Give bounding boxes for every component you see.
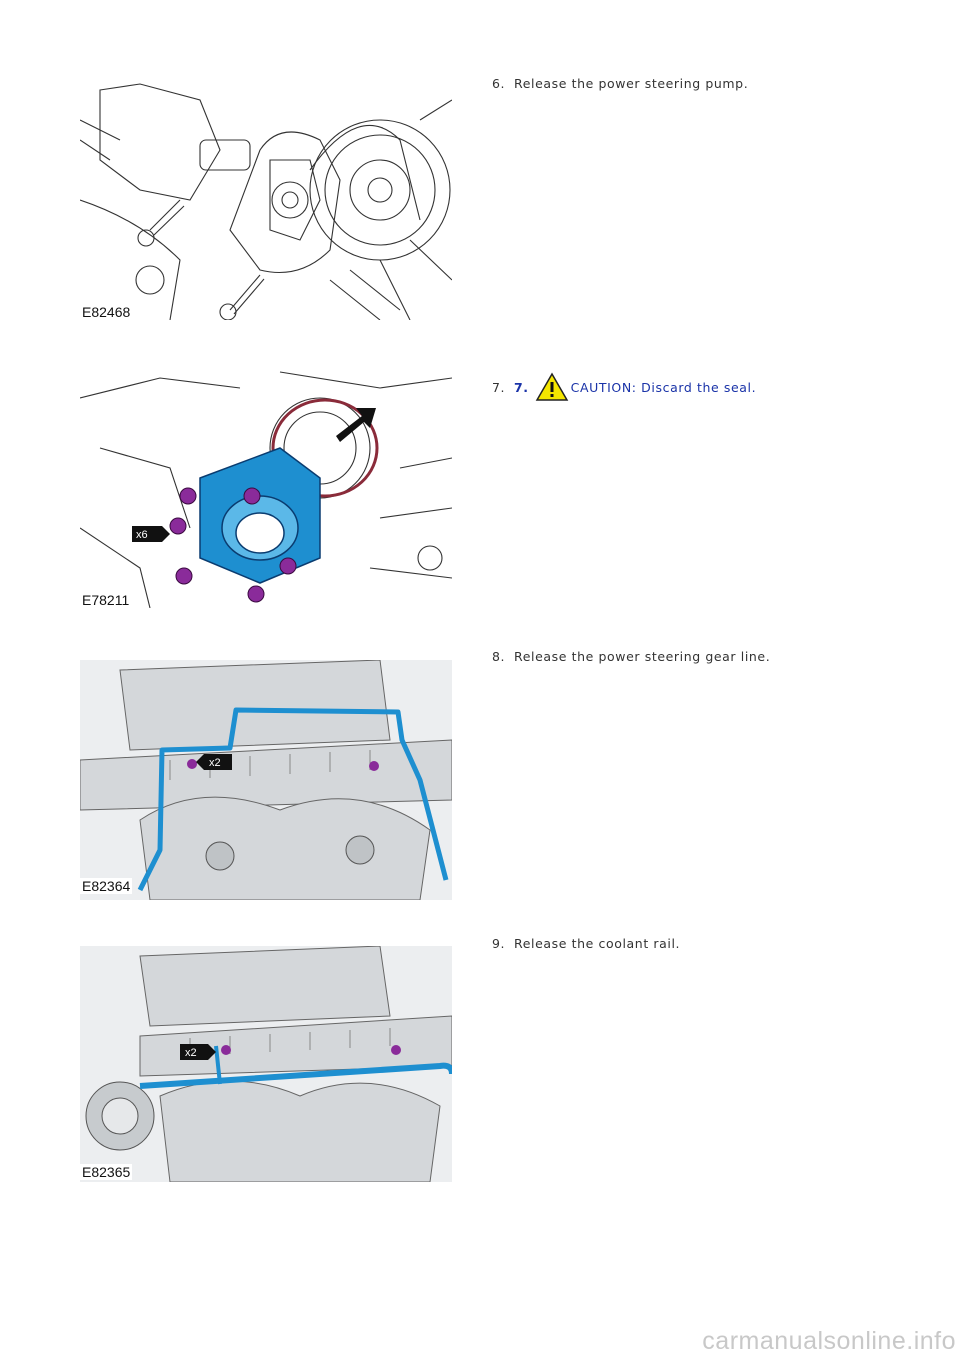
figure-code: E82468 — [82, 304, 131, 320]
figure-step-8 — [80, 660, 452, 900]
warning-triangle-icon — [535, 372, 569, 402]
callout-x2: x2 — [209, 757, 221, 769]
figure-code: E82364 — [82, 878, 131, 894]
figure-code: E78211 — [82, 592, 130, 608]
power-steering-pump-illustration — [80, 80, 452, 320]
figure-step-6 — [80, 80, 452, 320]
power-steering-gear-line-illustration — [80, 660, 452, 900]
callout-x6: x6 — [136, 529, 148, 541]
step-7 — [492, 372, 756, 402]
figure-step-9 — [80, 946, 452, 1182]
step-text: Release the power steering gear line. — [514, 649, 771, 664]
step-number: 7. — [492, 379, 506, 395]
step-number: 9. — [492, 936, 506, 951]
coolant-rail-illustration — [80, 946, 452, 1182]
step-8 — [492, 649, 770, 664]
step-number: 8. — [492, 649, 506, 664]
step-link[interactable]: 7. — [514, 379, 529, 395]
watermark: carmanualsonline.info — [702, 1327, 956, 1355]
figure-step-7 — [80, 368, 452, 608]
seal-housing-illustration — [80, 368, 452, 608]
step-text: Release the power steering pump. — [514, 76, 749, 91]
caution-text: CAUTION: Discard the seal. — [570, 379, 757, 395]
callout-x2: x2 — [185, 1047, 197, 1059]
step-9 — [492, 936, 680, 951]
step-number: 6. — [492, 76, 506, 91]
figure-code: E82365 — [82, 1164, 131, 1180]
step-text: Release the coolant rail. — [514, 936, 681, 951]
step-6 — [492, 76, 748, 91]
